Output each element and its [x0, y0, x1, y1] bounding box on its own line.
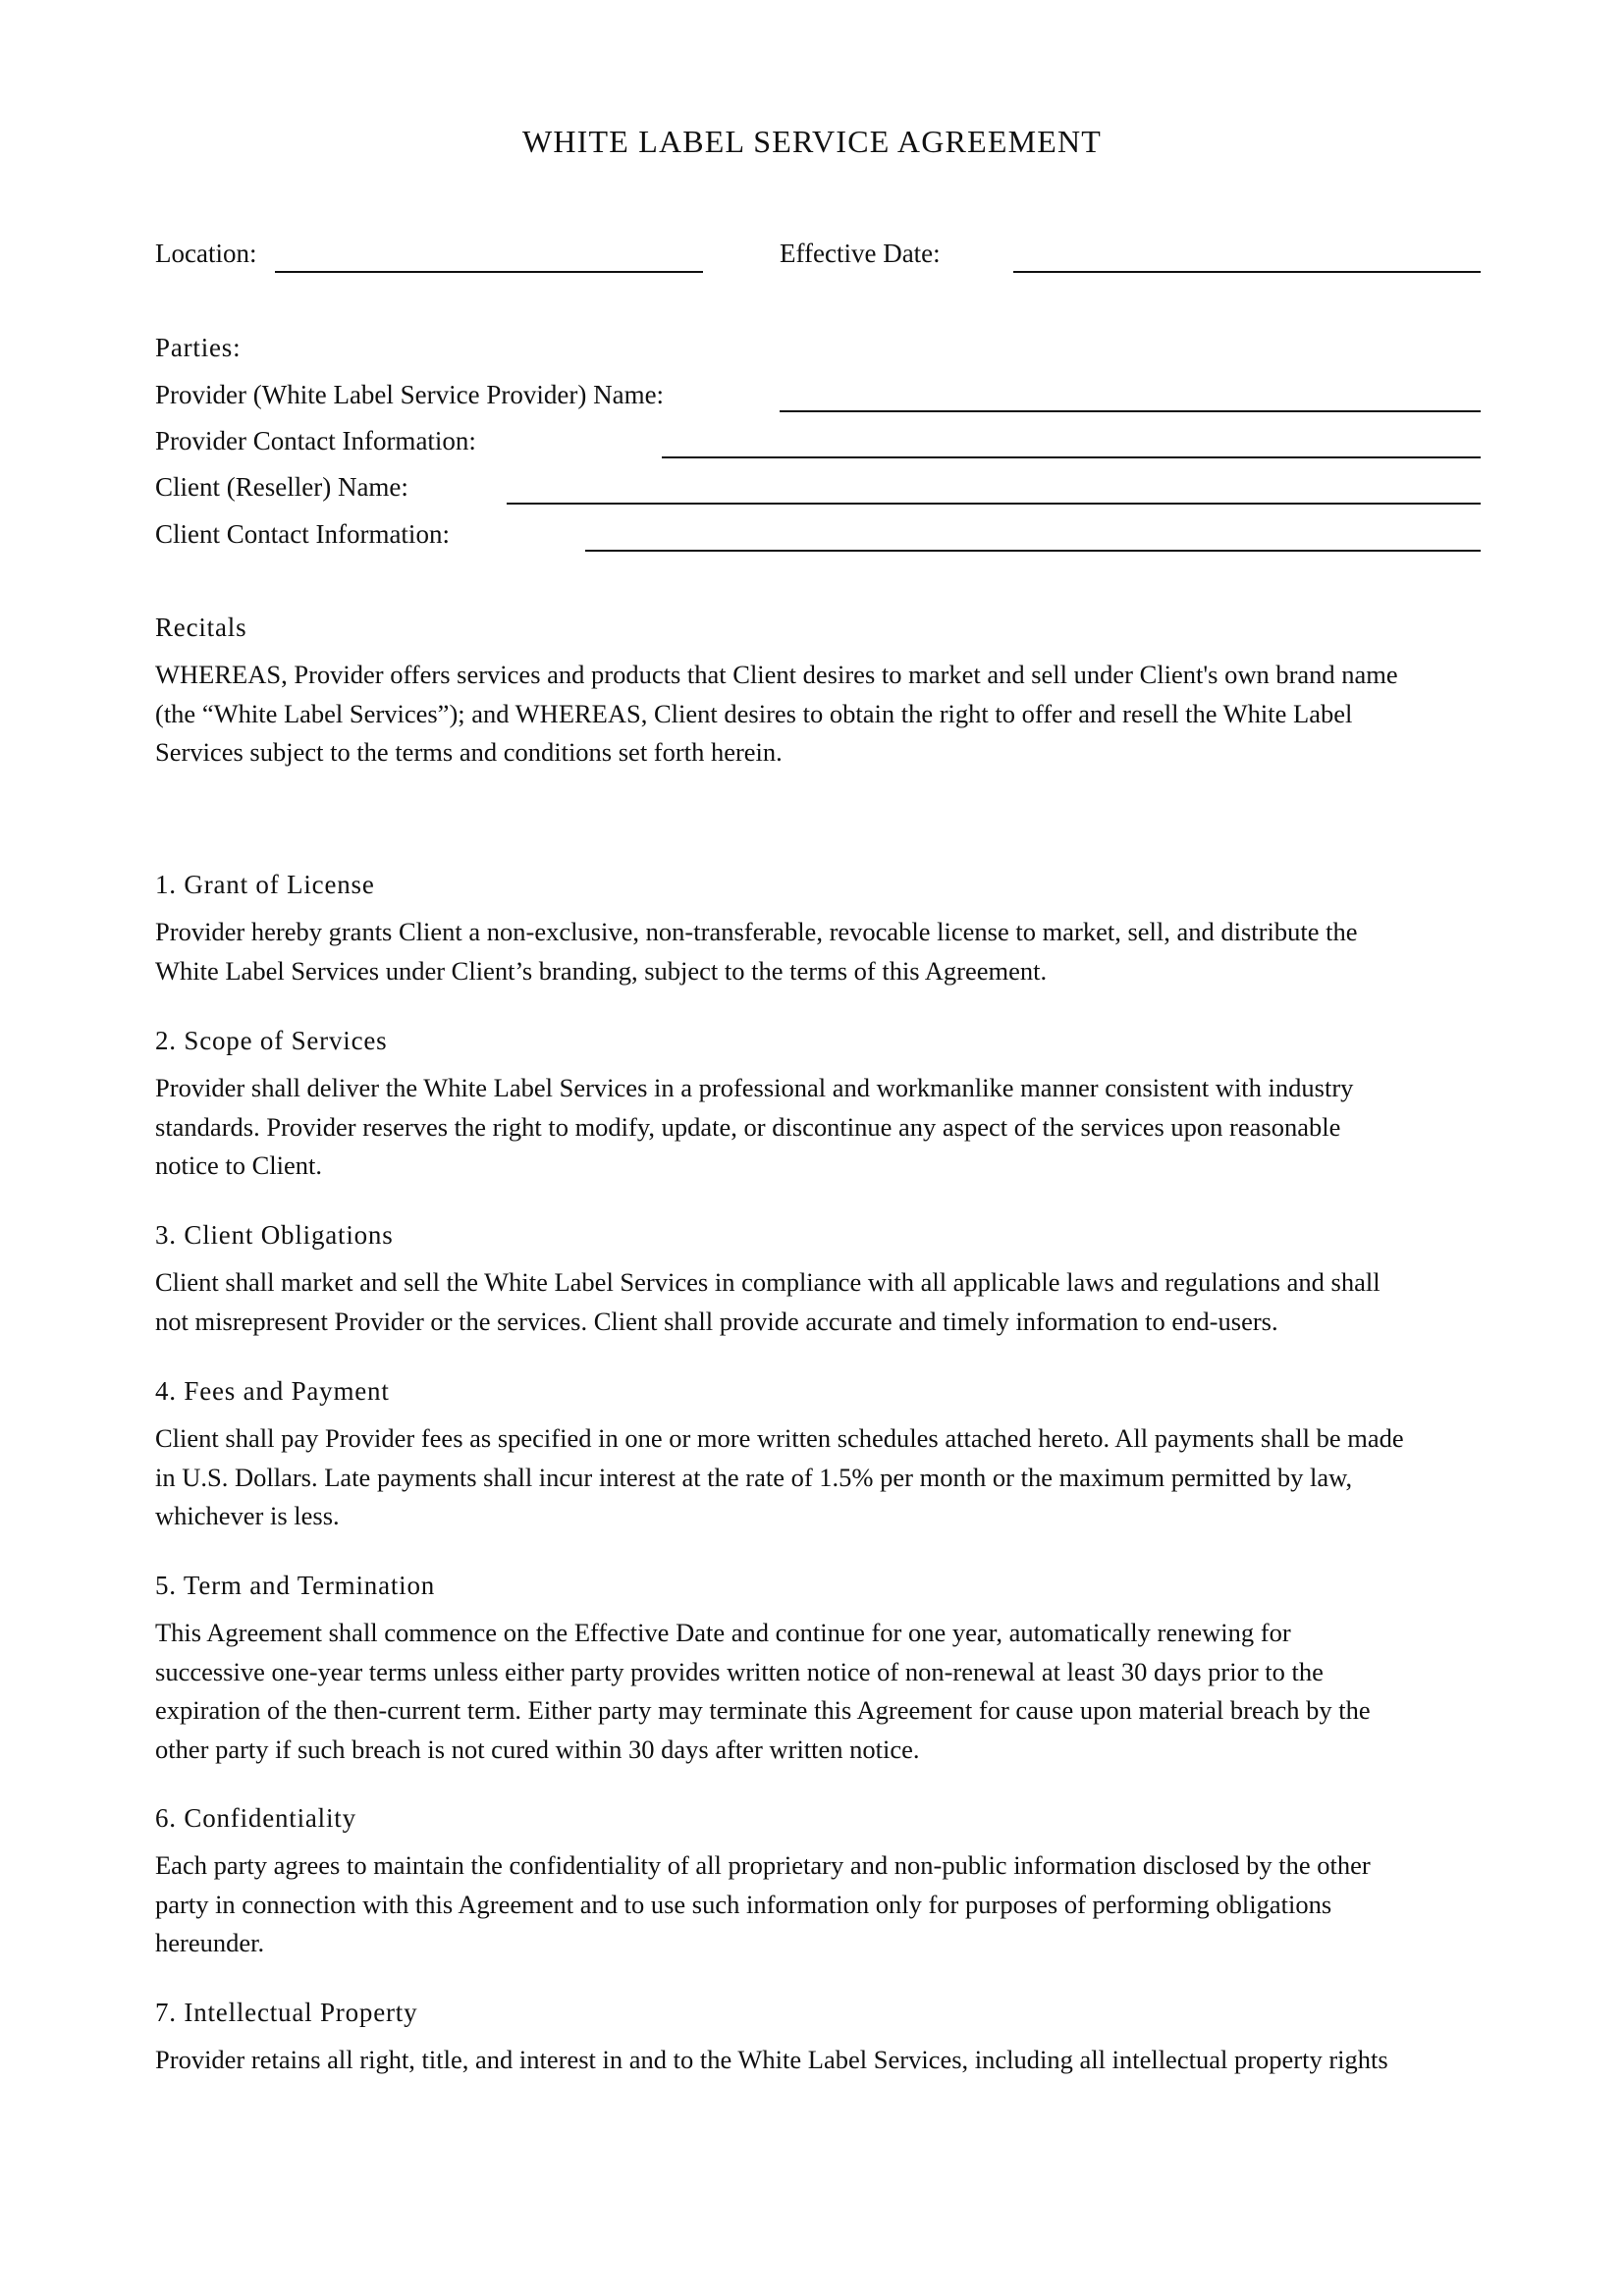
provider-contact-field[interactable] — [662, 456, 1481, 458]
section-line: Client shall market and sell the White Label Services in compliance with all applicable laws and regulations and shall — [155, 1267, 1380, 1297]
section-line: hereunder. — [155, 1928, 265, 1957]
provider-name-row — [155, 380, 1481, 419]
provider-contact-label: Provider Contact Information: — [155, 426, 476, 455]
section-line: Provider retains all right, title, and interest in and to the White Label Services, including all intellectual property rights — [155, 2045, 1388, 2074]
location-row — [155, 239, 1481, 278]
recitals-line: Services subject to the terms and conditions set forth herein. — [155, 737, 783, 767]
section-line: Provider shall deliver the White Label Services in a professional and workmanlike manner consistent with industry — [155, 1073, 1354, 1102]
section-heading-3: 3. Client Obligations — [155, 1220, 394, 1250]
section-body-5 — [155, 1614, 1481, 1769]
provider-contact-row — [155, 426, 1481, 465]
section-line: standards. Provider reserves the right to modify, update, or discontinue any aspect of the services upon reasonable — [155, 1111, 1341, 1142]
client-name-row — [155, 472, 1481, 511]
section-line: successive one-year terms unless either party provides written notice of non-renewal at least 30 days prior to the — [155, 1656, 1324, 1686]
section-body-7 — [155, 2041, 1481, 2080]
effective-date-field[interactable] — [1013, 271, 1481, 273]
recitals-text — [155, 656, 1481, 773]
section-line: other party if such breach is not cured within 30 days after written notice. — [155, 1734, 920, 1764]
section-line: notice to Client. — [155, 1150, 323, 1180]
section-body-2 — [155, 1069, 1481, 1186]
section-heading-2: 2. Scope of Services — [155, 1026, 388, 1055]
provider-name-label: Provider (White Label Service Provider) Name: — [155, 380, 665, 409]
document-title: WHITE LABEL SERVICE AGREEMENT — [521, 124, 1103, 159]
section-line: not misrepresent Provider or the services. Client shall provide accurate and timely information to end-users. — [155, 1306, 1278, 1336]
provider-name-field[interactable] — [780, 410, 1481, 412]
client-name-label: Client (Reseller) Name: — [155, 472, 408, 502]
recitals-heading: Recitals — [155, 613, 247, 642]
section-line: Provider hereby grants Client a non-exclusive, non-transferable, revocable license to market, sell, and distribute the — [155, 917, 1358, 946]
section-body-1 — [155, 913, 1481, 990]
recitals-line: WHEREAS, Provider offers services and products that Client desires to market and sell under Client's own brand name — [155, 660, 1398, 689]
section-line: Each party agrees to maintain the confidentiality of all proprietary and non-public information disclosed by the other — [155, 1850, 1371, 1880]
section-line: in U.S. Dollars. Late payments shall incur interest at the rate of 1.5% per month or the maximum permitted by law, — [155, 1462, 1353, 1492]
section-line: party in connection with this Agreement and to use such information only for purposes of performing obligations — [155, 1889, 1332, 1919]
section-heading-4: 4. Fees and Payment — [155, 1376, 390, 1406]
section-body-6 — [155, 1846, 1481, 1963]
client-contact-field[interactable] — [585, 550, 1481, 552]
section-body-4 — [155, 1419, 1481, 1536]
section-heading-6: 6. Confidentiality — [155, 1803, 356, 1833]
section-body-3 — [155, 1263, 1481, 1341]
location-field[interactable] — [275, 271, 703, 273]
effective-date-label: Effective Date: — [780, 239, 941, 268]
section-line: whichever is less. — [155, 1501, 340, 1530]
section-line: expiration of the then-current term. Either party may terminate this Agreement for cause upon material breach by the — [155, 1695, 1371, 1725]
parties-heading: Parties: — [155, 333, 242, 362]
recitals-line: (the “White Label Services”); and WHEREAS, Client desires to obtain the right to offer and resell the White Label — [155, 698, 1353, 728]
section-line: This Agreement shall commence on the Effective Date and continue for one year, automatically renewing for — [155, 1618, 1291, 1647]
client-contact-row — [155, 519, 1481, 559]
section-line: Client shall pay Provider fees as specified in one or more written schedules attached hereto. All payments shall be made — [155, 1423, 1404, 1453]
client-name-field[interactable] — [507, 503, 1481, 505]
location-label: Location: — [155, 239, 257, 268]
client-contact-label: Client Contact Information: — [155, 519, 450, 549]
section-heading-5: 5. Term and Termination — [155, 1571, 436, 1600]
section-heading-1: 1. Grant of License — [155, 870, 375, 899]
section-heading-7: 7. Intellectual Property — [155, 1998, 418, 2027]
section-line: White Label Services under Client’s branding, subject to the terms of this Agreement. — [155, 955, 1048, 986]
